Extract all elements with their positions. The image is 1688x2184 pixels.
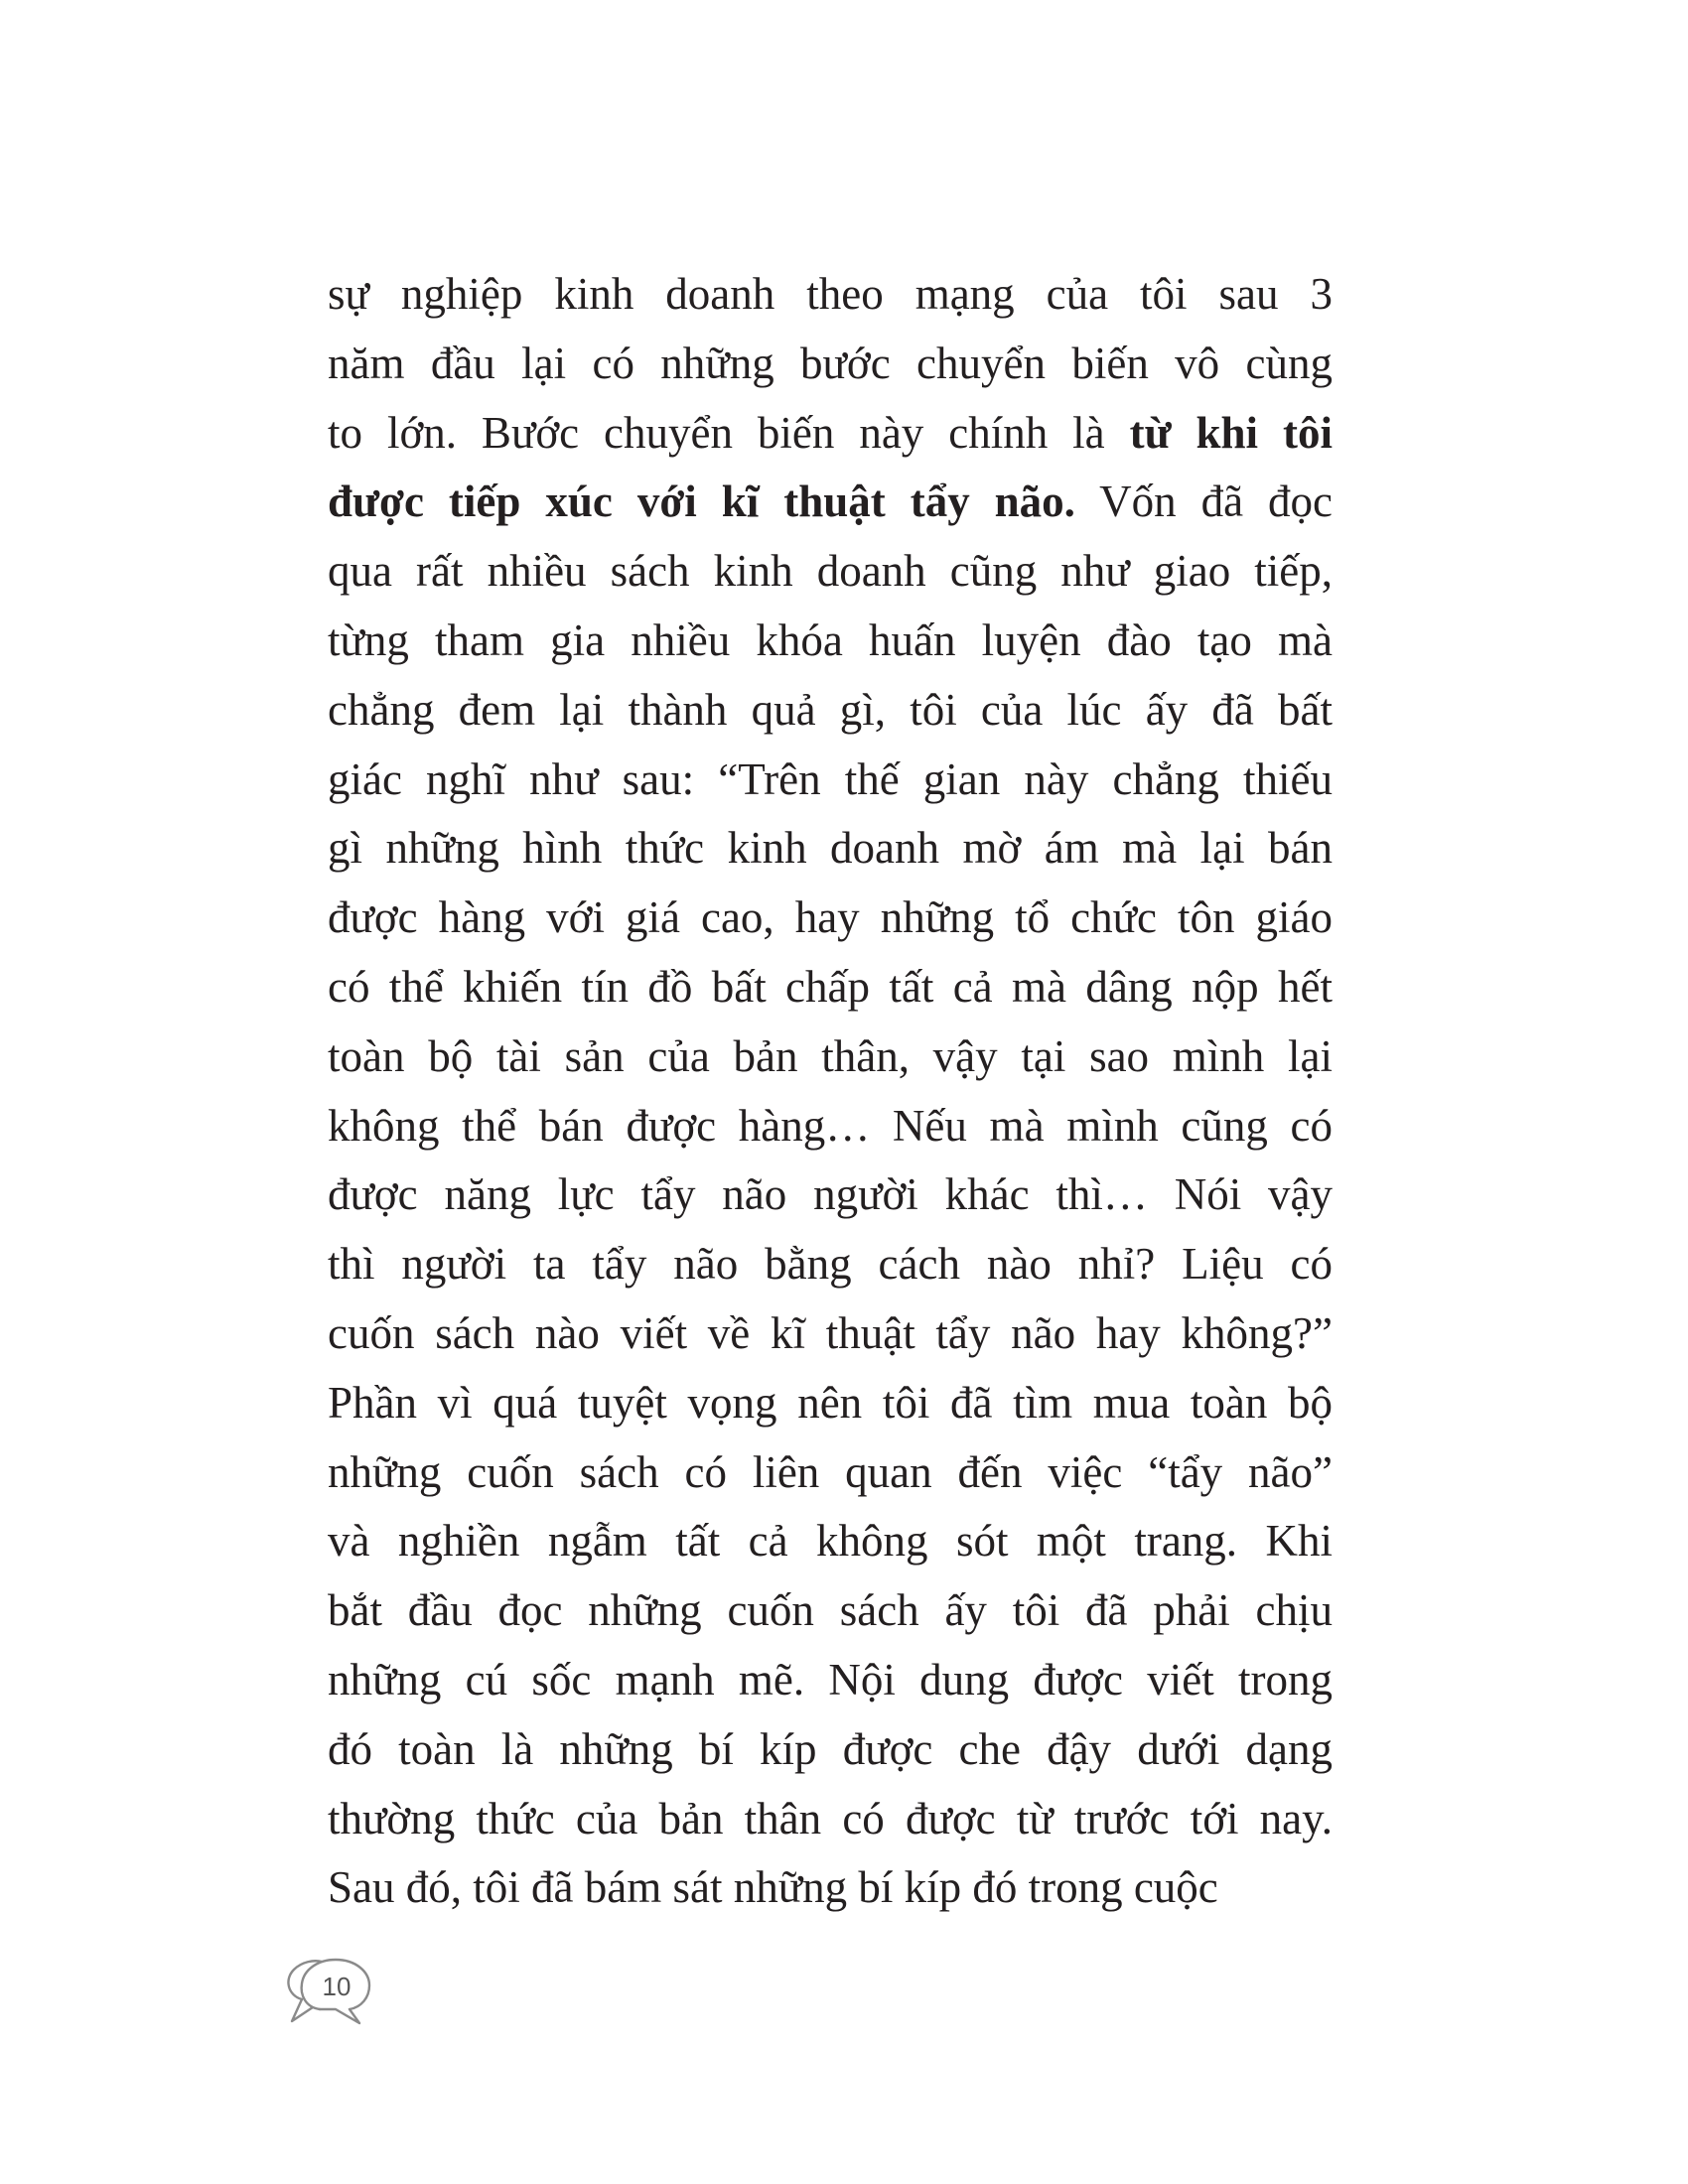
text-line: có thể khiến tín đồ bất chấp tất cả mà dâng nộp hết <box>328 961 1333 1012</box>
text-line: được năng lực tẩy não người khác thì… Nói vậy <box>328 1169 1333 1220</box>
text-line: sự nghiệp kinh doanh theo mạng của tôi sau 3 <box>328 269 1333 319</box>
text-line <box>328 399 1333 469</box>
text-line: Sau đó, tôi đã bám sát những bí kíp đó trong cuộc <box>328 1862 1218 1913</box>
text-line: những cú sốc mạnh mẽ. Nội dung được viết trong <box>328 1654 1333 1705</box>
text-line: đó toàn là những bí kíp được che đậy dưới dạng <box>328 1723 1333 1774</box>
text-line: giác nghĩ như sau: “Trên thế gian này chẳng thiếu <box>328 753 1333 804</box>
page-number-badge <box>280 1950 379 2031</box>
text-line: từng tham gia nhiều khóa huấn luyện đào tạo mà <box>328 614 1333 665</box>
bold-text-run: được tiếp xúc với kĩ thuật tẩy não. <box>328 477 1075 527</box>
text-line: toàn bộ tài sản của bản thân, vậy tại sao mình lại <box>328 1030 1333 1081</box>
text-run: Vốn đã đọc <box>1099 477 1333 527</box>
text-line: cuốn sách nào viết về kĩ thuật tẩy não hay không?” <box>328 1307 1333 1358</box>
text-run: to lớn. Bước chuyển biến này chính là <box>328 407 1105 458</box>
text-line: gì những hình thức kinh doanh mờ ám mà lại bán <box>328 823 1333 874</box>
text-line: bắt đầu đọc những cuốn sách ấy tôi đã phải chịu <box>328 1585 1333 1636</box>
text-line: không thể bán được hàng… Nếu mà mình cũng có <box>328 1100 1333 1151</box>
text-line: và nghiền ngẫm tất cả không sót một trang. Khi <box>328 1516 1333 1567</box>
body-text <box>328 260 1333 1923</box>
text-line <box>328 468 1333 537</box>
text-line: năm đầu lại có những bước chuyển biến vô cùng <box>328 338 1333 388</box>
page-number: 10 <box>322 1972 352 2001</box>
text-line: chẳng đem lại thành quả gì, tôi của lúc ấy đã bất <box>328 684 1333 735</box>
text-line: được hàng với giá cao, hay những tổ chức tôn giáo <box>328 892 1333 943</box>
text-line: qua rất nhiều sách kinh doanh cũng như giao tiếp, <box>328 546 1333 597</box>
text-line: Phần vì quá tuyệt vọng nên tôi đã tìm mua toàn bộ <box>328 1377 1333 1428</box>
text-line: thì người ta tẩy não bằng cách nào nhỉ? Liệu có <box>328 1239 1333 1290</box>
text-line: thường thức của bản thân có được từ trước tới nay. <box>328 1793 1333 1843</box>
text-line: những cuốn sách có liên quan đến việc “tẩy não” <box>328 1446 1333 1497</box>
bold-text-run: từ khi tôi <box>1129 407 1333 458</box>
